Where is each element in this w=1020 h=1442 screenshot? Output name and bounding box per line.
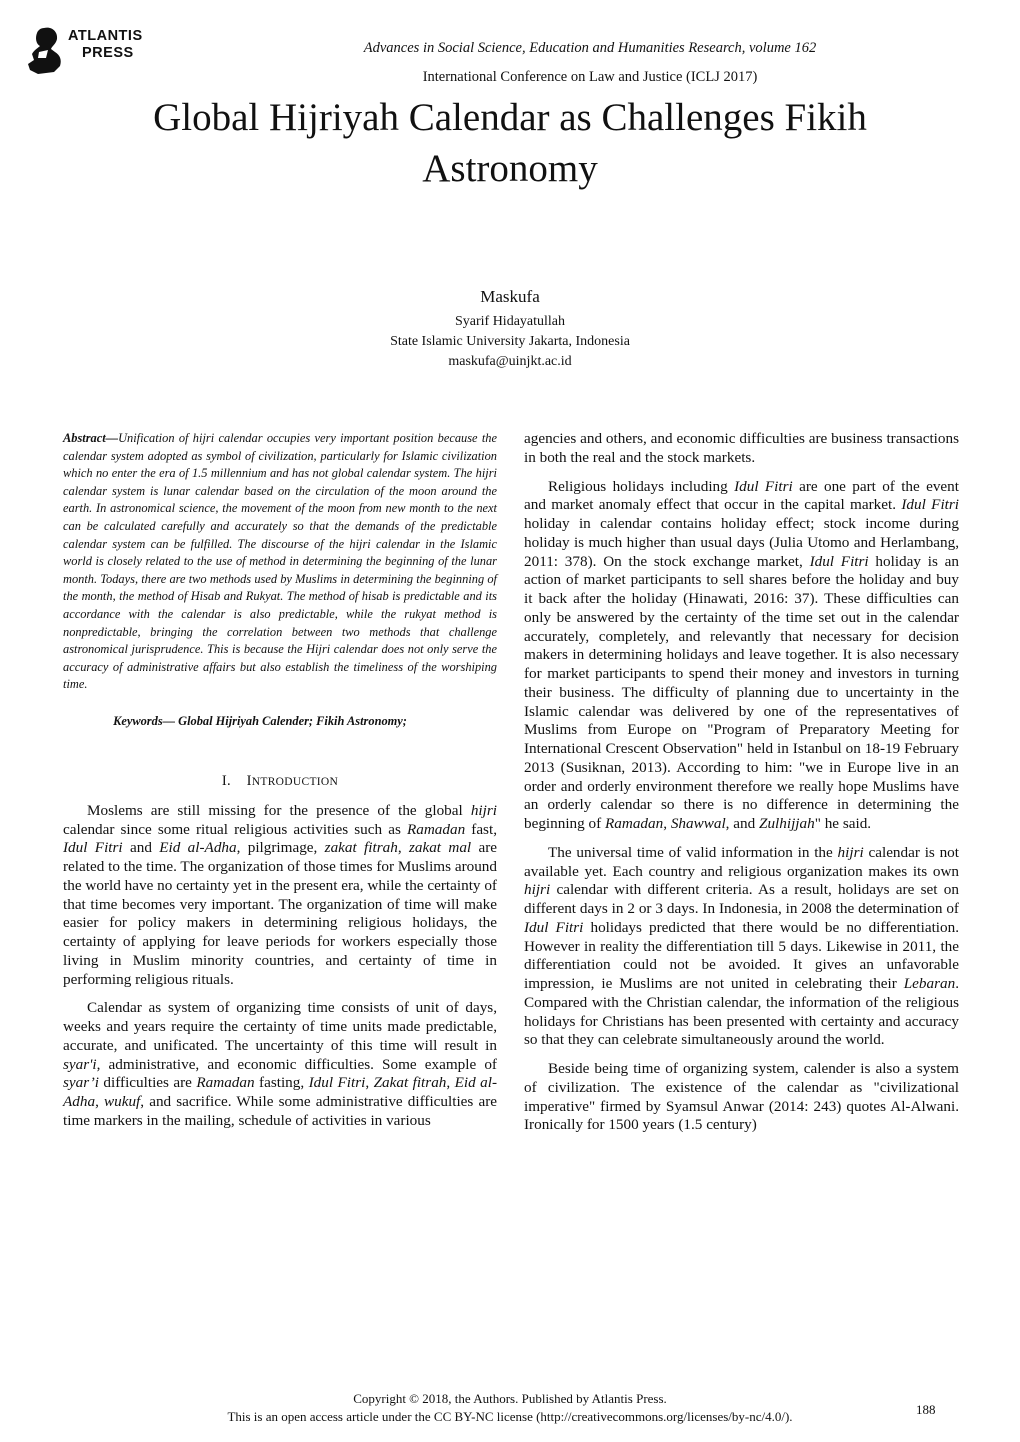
- left-column: [63, 430, 497, 1131]
- affiliation-line-1: Syarif Hidayatullah: [454, 314, 566, 329]
- publisher-name: [68, 28, 143, 62]
- body-paragraph-holidays: Religious holidays including Idul Fitri are one part of the event and market anomaly effect that occur in the capital market. Idul Fitri holiday in calendar contains holiday effect; stock income during holiday is much higher than usual days (Julia Utomo and Herlambang, 2011: 378). On the stock exchange market, Idul Fitri holiday is an action of market participants to sell shares before the holiday and buy it back after the holiday (Hinawati, 2016: 37). These difficulties can only be answered by the certainty of the time set out in the calendar accurately, completely, and relevantly that necessary for decision makers in determining holidays and leave together. It is also necessary for market participants to spend their money and investors in turning their business. The difficulty of planning due to uncertainty in the Islamic calendar was delivered by one of the representatives of Muslims from Europe on "Program of Preparatory Meeting for International Crescent Observation" held in Istanbul on 18-19 February 2013 (Susiknan, 2013). According to him: "we in Europe live in an order and orderly environment therefore we really hope Muslims have an orderly calendar so there is no difference in determining the beginning of Ramadan, Shawwal, and Zulhijjah" he said.: [524, 477, 960, 832]
- thinker-icon: [24, 22, 68, 78]
- right-column: [524, 430, 959, 1135]
- publisher-line1: ATLANTIS: [68, 28, 143, 44]
- publisher-line2: PRESS: [82, 45, 134, 61]
- journal-name: Advances in Social Science, Education and Humanities Research, volume 162: [363, 40, 817, 56]
- affiliation-line-2: State Islamic University Jakarta, Indonesia: [390, 334, 630, 349]
- license-line[interactable]: This is an open access article under the CC BY-NC license (http://creativecommons.org/licenses/by-nc/4.0/).: [227, 1409, 793, 1424]
- section-initial: I: [246, 772, 252, 789]
- abstract-lead: Abstract—: [63, 431, 119, 445]
- page-number: 188: [916, 1402, 936, 1417]
- author-email: maskufa@uinjkt.ac.id: [448, 354, 572, 369]
- body-paragraph-civilization: Beside being time of organizing system, calender is also a system of civilization. The existence of the calendar as "civilizational imperative" firmed by Syamsul Anwar (2014: 243) quotes Al-Alwani. Ironically for 1500 years (1.5 century): [524, 1060, 959, 1134]
- section-title-rest: NTRODUCTION: [251, 775, 339, 788]
- keywords: Keywords— Global Hijriyah Calender; Fikih Astronomy;: [113, 713, 407, 728]
- section-heading: [63, 773, 497, 790]
- body-paragraph-universal-time: The universal time of valid information in the hijri calendar is not available yet. Each country and religious organization makes its own hijri calendar with different criteria. As a result, holidays are set on different days in 2 or 3 days. In Indonesia, in 2008 the determination of Idul Fitri holidays predicted that there would be no differentiation. However in reality the differentiation till 5 days. Likewise in 2011, the differentiation could not be avoided. It gives an unfavorable impression, ie Muslims are not united in celebrating their Lebaran. Compared with the Christian calendar, the information of the religious holidays for Christians has been presented with certainty and accuracy so that they can celebrate simultaneously around the world.: [524, 843, 959, 1049]
- conference-name: International Conference on Law and Justice (ICLJ 2017): [422, 69, 758, 85]
- title-line-1: Global Hijriyah Calendar as Challenges Fikih: [153, 96, 867, 139]
- author-affiliation: [0, 312, 1020, 372]
- intro-paragraph-1: Moslems are still missing for the presence of the global hijri calendar since some ritual religious activities such as Ramadan fast, Idul Fitri and Eid al-Adha, pilgrimage, zakat fitrah, zakat mal are related to the time. The organization of those times for Muslims around the world have no certainty yet in the present era, while the certainty of that time becomes very important. The organization of time will make easier for policy makers in determining religious holidays, the certainty of applying for leave periods for workers especially those living in Muslim minority countries, and certainty of time in performing religious rituals.: [63, 801, 498, 988]
- paper-title: [60, 92, 960, 194]
- section-number: I.: [221, 772, 231, 789]
- title-line-2: Astronomy: [422, 147, 598, 190]
- footer: [0, 1390, 1020, 1426]
- publisher-logo: [24, 22, 154, 78]
- author-name: Maskufa: [480, 287, 540, 306]
- abstract-text: Unification of hijri calendar occupies very important position because the calendar system adopted as symbol of civilization, particularly for Islamic civilization which no enter the era of 1.5 millennium and has not global calendar system. The hijri calendar system is lunar calendar based on the circulation of the moon around the earth. In astronomical science, the movement of the moon from new month to the next can be calculated carefully and accurately so that the demands of the predictable calendar system can be fulfilled. The discourse of the hijri calendar in the Islamic world is closely related to the use of method in determining the beginning of the lunar month. Todays, there are two methods used by Muslims in determining the beginning of the month, the method of Hisab and Rukyat. The method of hisab is predictable and its accordance with the calendar is also predictable, while the rukyat method is nonpredictable, bringing the correlation between two methods that challenge astronomical jurisprudence. This is because the Hijri calendar does not only serve the accuracy of administrative affairs but also establish the timeliness of the worshiping time.: [63, 431, 497, 692]
- copyright-line: Copyright © 2018, the Authors. Published by Atlantis Press.: [353, 1391, 667, 1406]
- abstract: [63, 430, 497, 694]
- intro-paragraph-2: Calendar as system of organizing time consists of unit of days, weeks and years require the certainty of time units made predictable, accurate, and unificated. The uncertainty of this time will result in syar'i, administrative, and economic difficulties. Some example of syar’i difficulties are Ramadan fasting, Idul Fitri, Zakat fitrah, Eid al-Adha, wukuf, and sacrifice. While some administrative difficulties are time markers in the mailing, schedule of activities in various: [63, 999, 498, 1129]
- continued-paragraph: agencies and others, and economic difficulties are business transactions in both the real and the stock markets.: [524, 430, 959, 466]
